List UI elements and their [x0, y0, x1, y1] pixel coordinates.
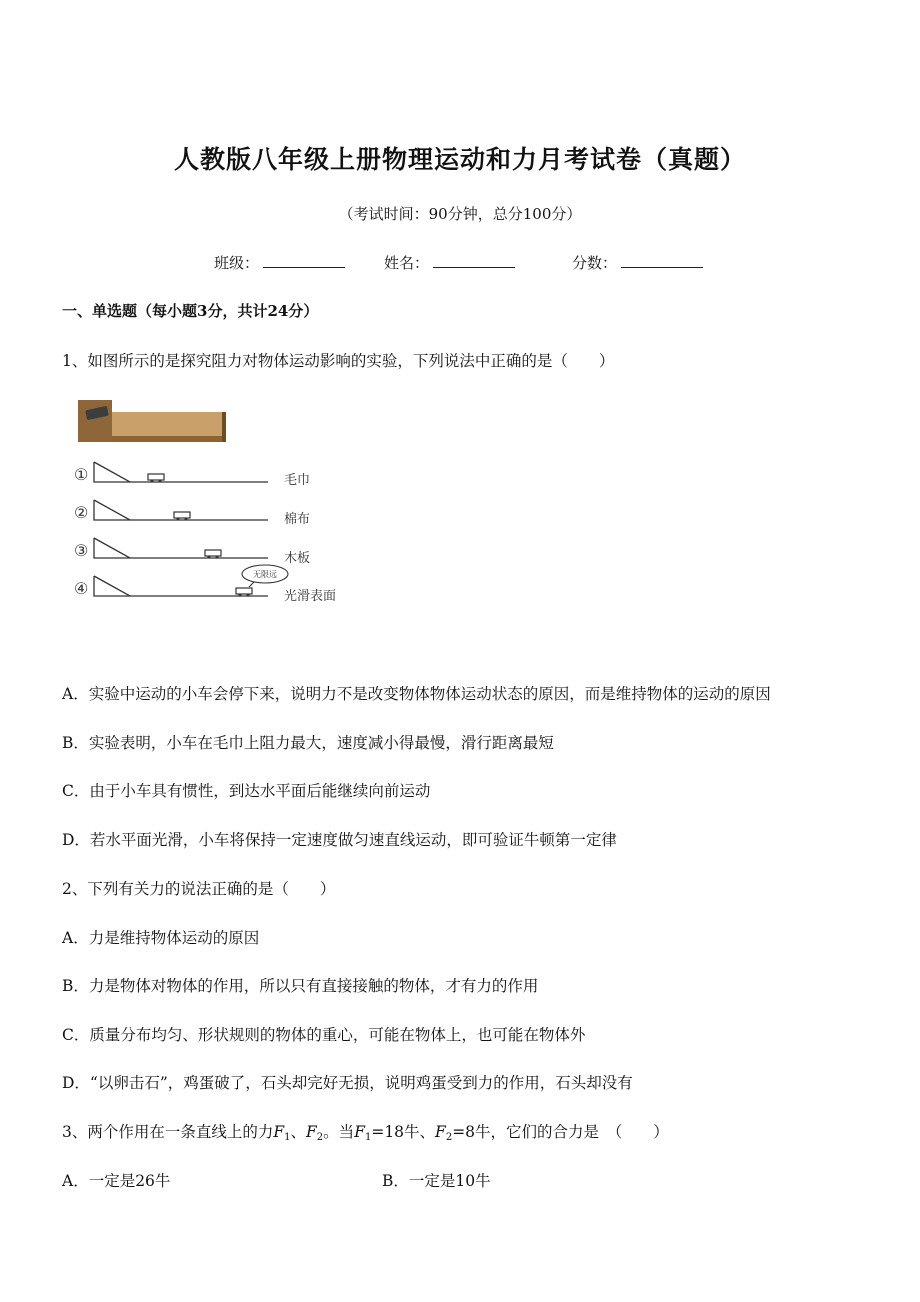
q3-sub1-b: 1	[364, 1132, 372, 1143]
row-1-number: ①	[74, 465, 89, 484]
cart-1	[148, 474, 164, 480]
q3-sub2-b: 2	[445, 1132, 453, 1143]
q3-prefix: 3、两个作用在一条直线上的力	[62, 1123, 274, 1141]
row-wood	[74, 538, 310, 566]
q3-mid: 。当	[323, 1123, 355, 1141]
row-towel	[74, 462, 310, 488]
class-field	[214, 252, 345, 273]
cart-4	[236, 588, 252, 594]
incline-photo	[78, 400, 226, 442]
score-blank[interactable]	[621, 253, 703, 268]
row-cotton	[74, 500, 310, 527]
row-3-number: ③	[74, 541, 89, 560]
score-label: 分数：	[572, 254, 618, 272]
name-field	[384, 252, 515, 273]
q2-option-a[interactable]: A．力是维持物体运动的原因	[62, 929, 260, 947]
q3-eq2: =8牛，它们的合力是 （ ）	[452, 1123, 669, 1141]
row-smooth	[74, 565, 336, 604]
question-1-stem: 1、如图所示的是探究阻力对物体运动影响的实验，下列说法中正确的是（ ）	[62, 352, 615, 370]
q1-option-a[interactable]: A．实验中运动的小车会停下来，说明力不是改变物体物体运动状态的原因，而是维持物体的运动的原因	[62, 685, 771, 703]
q3-option-b[interactable]: B．一定是10牛	[382, 1172, 491, 1190]
page-title: 人教版八年级上册物理运动和力月考试卷（真题）	[173, 145, 746, 174]
experiment-figure	[72, 396, 362, 612]
q3-eq1: =18牛、	[371, 1123, 436, 1141]
cart-3	[205, 550, 221, 556]
section-heading: 一、单选题（每小题3分，共计24分）	[62, 302, 319, 320]
q2-option-b[interactable]: B．力是物体对物体的作用，所以只有直接接触的物体，才有力的作用	[62, 977, 539, 995]
q3-sub1: 1	[284, 1132, 291, 1143]
q3-f2-b: F	[435, 1123, 446, 1141]
exam-info: （考试时间：90分钟，总分100分）	[338, 205, 582, 223]
name-label: 姓名：	[384, 254, 430, 272]
row-4-label: 光滑表面	[284, 589, 337, 604]
class-label: 班级：	[214, 254, 260, 272]
row-2-label: 棉布	[284, 512, 311, 527]
q1-option-c[interactable]: C．由于小车具有惯性，到达水平面后能继续向前运动	[62, 782, 431, 800]
q2-option-c[interactable]: C．质量分布均匀、形状规则的物体的重心，可能在物体上，也可能在物体外	[62, 1026, 586, 1044]
experiment-diagram	[72, 396, 362, 608]
cart-2	[174, 512, 190, 518]
row-1-label: 毛巾	[284, 473, 311, 488]
q3-f1-b: F	[354, 1123, 365, 1141]
q2-option-d[interactable]: D．“以卵击石”，鸡蛋破了，石头却完好无损，说明鸡蛋受到力的作用，石头却没有	[62, 1074, 633, 1092]
question-3-stem	[62, 1120, 669, 1143]
q1-option-d[interactable]: D．若水平面光滑，小车将保持一定速度做匀速直线运动，即可验证牛顿第一定律	[62, 831, 617, 849]
row-3-label: 木板	[284, 551, 311, 566]
score-field	[572, 252, 703, 273]
q3-f1: F	[273, 1123, 285, 1141]
q1-option-b[interactable]: B．实验表明，小车在毛巾上阻力最大，速度减小得最慢，滑行距离最短	[62, 734, 554, 752]
name-blank[interactable]	[433, 253, 515, 268]
row-4-number: ④	[74, 579, 89, 598]
question-2-stem: 2、下列有关力的说法正确的是（ ）	[62, 880, 336, 898]
q3-sep: 、	[290, 1123, 307, 1141]
q3-f2: F	[306, 1123, 317, 1141]
q3-sub2: 2	[316, 1132, 324, 1143]
bubble-text: 无限远	[253, 570, 277, 579]
row-2-number: ②	[74, 503, 89, 522]
q3-option-a[interactable]: A．一定是26牛	[62, 1172, 171, 1190]
class-blank[interactable]	[263, 253, 345, 268]
